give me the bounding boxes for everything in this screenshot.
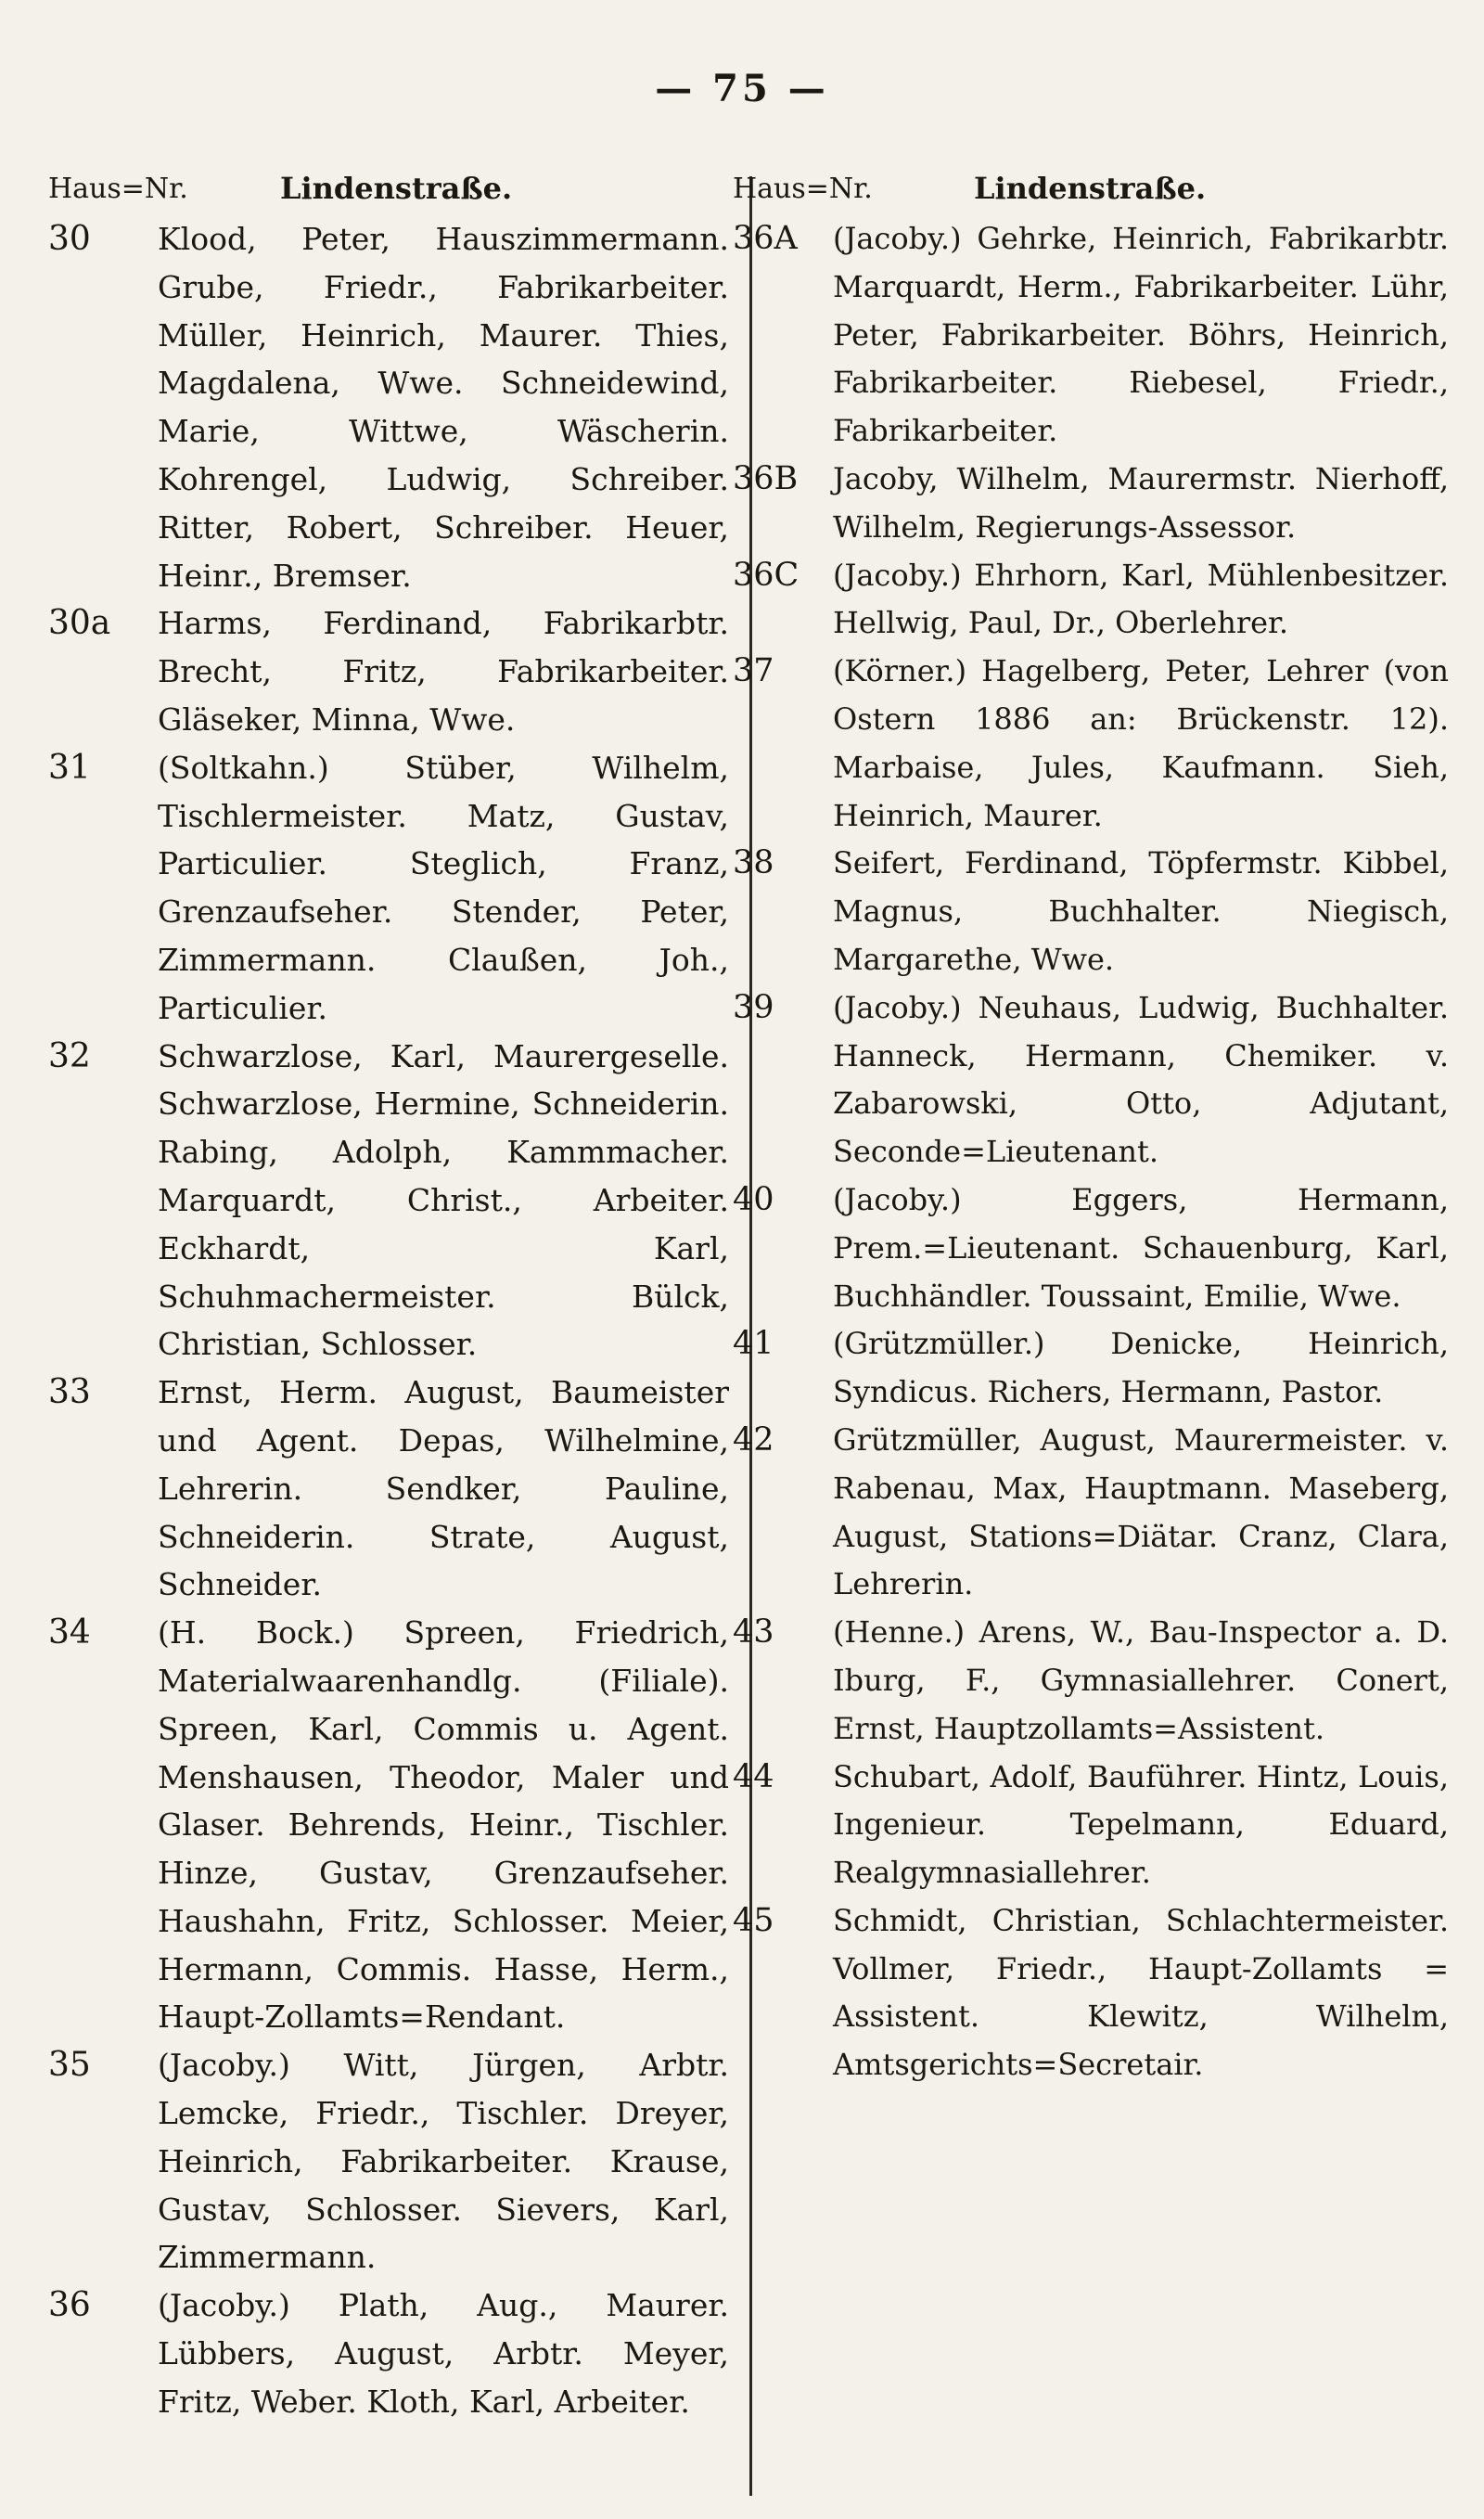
address-entry (733, 1320, 1465, 1417)
residents-text: Schubart, Adolf, Bauführer. Hintz, Louis, Ingenieur. Tepelmann, Eduard, Realgymnasiallehrer. (833, 1758, 1449, 1891)
residents-text: (H. Bock.) Spreen, Friedrich, Materialwaarenhandlg. (Filiale). Spreen, Karl, Commis u. Agent. Menshausen, Theodor, Maler und Glaser. Behrends, Heinr., Tischler. Hinze, Gustav, Grenzaufseher. Haushahn, Fritz, Schlosser. Meier, Hermann, Commis. Hasse, Herm., Haupt-Zollamts=Rendant. (158, 1614, 729, 2036)
house-number: 31 (48, 748, 91, 787)
residents-text: Jacoby, Wilhelm, Maurermstr. Nierhoff, Wilhelm, Regierungs-Assessor. (833, 460, 1449, 545)
address-entry (48, 744, 746, 1033)
address-entry (733, 1176, 1465, 1320)
address-entry (733, 1754, 1465, 1897)
residents-text: (Jacoby.) Neuhaus, Ludwig, Buchhalter. Hanneck, Hermann, Chemiker. v. Zabarowski, Otto, Adjutant, Seconde=Lieutenant. (833, 989, 1449, 1170)
address-entry (48, 1609, 746, 2041)
house-number: 43 (733, 1613, 774, 1651)
column-header (48, 163, 746, 215)
house-number: 33 (48, 1373, 91, 1412)
residents-text: Klood, Peter, Hauszimmermann. Grube, Friedr., Fabrikarbeiter. Müller, Heinrich, Maurer. Thies, Magdalena, Wwe. Schneidewind, Marie, Wittwe, Wäscherin. Kohrengel, Ludwig, Schreiber. Ritter, Robert, Schreiber. Heuer, Heinr., Bremser. (158, 221, 729, 594)
address-entry (48, 1033, 746, 1369)
residents-text: (Körner.) Hagelberg, Peter, Lehrer (von Ostern 1886 an: Brückenstr. 12). Marbaise, Jules, Kaufmann. Sieh, Heinrich, Maurer. (833, 653, 1449, 833)
house-number: 39 (733, 988, 774, 1026)
address-entry (733, 552, 1465, 649)
residents-text: Ernst, Herm. August, Baumeister und Agent. Depas, Wilhelmine, Lehrerin. Sendker, Pauline, Schneiderin. Strate, August, Schneider. (158, 1374, 729, 1603)
address-entry (733, 1609, 1465, 1753)
address-entry (733, 840, 1465, 983)
address-entry (733, 215, 1465, 456)
street-name: Lindenstraße. (280, 171, 513, 206)
house-number-label: Haus=Nr. (48, 173, 188, 205)
house-number: 41 (733, 1325, 774, 1363)
address-entry (733, 984, 1465, 1176)
house-number: 30a (48, 604, 111, 643)
residents-text: (Jacoby.) Witt, Jürgen, Arbtr. Lemcke, Friedr., Tischler. Dreyer, Heinrich, Fabrikarbeiter. Krause, Gustav, Schlosser. Sievers, Karl, Zimmermann. (158, 2047, 729, 2276)
house-number: 38 (733, 844, 774, 882)
address-entry (733, 456, 1465, 552)
residents-text: (Jacoby.) Ehrhorn, Karl, Mühlenbesitzer. Hellwig, Paul, Dr., Oberlehrer. (833, 557, 1449, 641)
house-number: 32 (48, 1036, 91, 1075)
residents-text: Harms, Ferdinand, Fabrikarbtr. Brecht, Fritz, Fabrikarbeiter. Gläseker, Minna, Wwe. (158, 605, 729, 738)
residents-text: (Grützmüller.) Denicke, Heinrich, Syndicus. Richers, Hermann, Pastor. (833, 1326, 1449, 1410)
right-column (733, 163, 1465, 2501)
street-name: Lindenstraße. (974, 171, 1207, 206)
residents-text: Grützmüller, August, Maurermeister. v. Rabenau, Max, Hauptmann. Maseberg, August, Stations=Diätar. Cranz, Clara, Lehrerin. (833, 1421, 1449, 1602)
house-number: 34 (48, 1613, 91, 1652)
house-number: 42 (733, 1420, 774, 1459)
house-number: 36 (48, 2286, 91, 2325)
residents-text: (Soltkahn.) Stüber, Wilhelm, Tischlermeister. Matz, Gustav, Particulier. Steglich, Franz, Grenzaufseher. Stender, Peter, Zimmermann. Claußen, Joh., Particulier. (158, 749, 729, 1026)
house-number: 36B (733, 459, 799, 497)
address-entry (48, 2041, 746, 2281)
residents-text: (Jacoby.) Gehrke, Heinrich, Fabrikarbtr. Marquardt, Herm., Fabrikarbeiter. Lühr, Peter, Fabrikarbeiter. Böhrs, Heinrich, Fabrikarbeiter. Riebesel, Friedr., Fabrikarbeiter. (833, 221, 1449, 449)
residents-text: Schwarzlose, Karl, Maurergeselle. Schwarzlose, Hermine, Schneiderin. Rabing, Adolph, Kammmacher. Marquardt, Christ., Arbeiter. Eckhardt, Karl, Schuhmachermeister. Bülck, Christian, Schlosser. (158, 1037, 729, 1363)
page-number: — 75 — (655, 67, 829, 110)
address-entry (48, 2281, 746, 2425)
address-entry (733, 1897, 1465, 2089)
residents-text: Seifert, Ferdinand, Töpfermstr. Kibbel, Magnus, Buchhalter. Niegisch, Margarethe, Wwe. (833, 845, 1449, 977)
residents-text: (Jacoby.) Eggers, Hermann, Prem.=Lieutenant. Schauenburg, Karl, Buchhändler. Toussaint, Emilie, Wwe. (833, 1181, 1449, 1314)
residents-text: Schmidt, Christian, Schlachtermeister. Vollmer, Friedr., Haupt-Zollamts = Assistent. Klewitz, Wilhelm, Amtsgerichts=Secretair. (833, 1902, 1449, 2083)
address-entry (733, 648, 1465, 840)
house-number: 37 (733, 652, 774, 690)
address-entry (733, 1417, 1465, 1609)
house-number: 36A (733, 220, 798, 257)
residents-text: (Henne.) Arens, W., Bau-Inspector a. D. Iburg, F., Gymnasiallehrer. Conert, Ernst, Hauptzollamts=Assistent. (833, 1614, 1449, 1746)
column-header (733, 163, 1465, 215)
house-number: 45 (733, 1901, 774, 1939)
house-number: 40 (733, 1180, 774, 1218)
house-number: 44 (733, 1757, 774, 1795)
house-number: 35 (48, 2046, 91, 2085)
left-column (48, 163, 746, 2501)
address-entry (48, 1369, 746, 1609)
house-number: 30 (48, 220, 91, 258)
address-entry (48, 215, 746, 599)
house-number-label: Haus=Nr. (733, 173, 873, 205)
house-number: 36C (733, 556, 800, 594)
address-entry (48, 599, 746, 743)
residents-text: (Jacoby.) Plath, Aug., Maurer. Lübbers, August, Arbtr. Meyer, Fritz, Weber. Kloth, Karl, Arbeiter. (158, 2287, 729, 2420)
